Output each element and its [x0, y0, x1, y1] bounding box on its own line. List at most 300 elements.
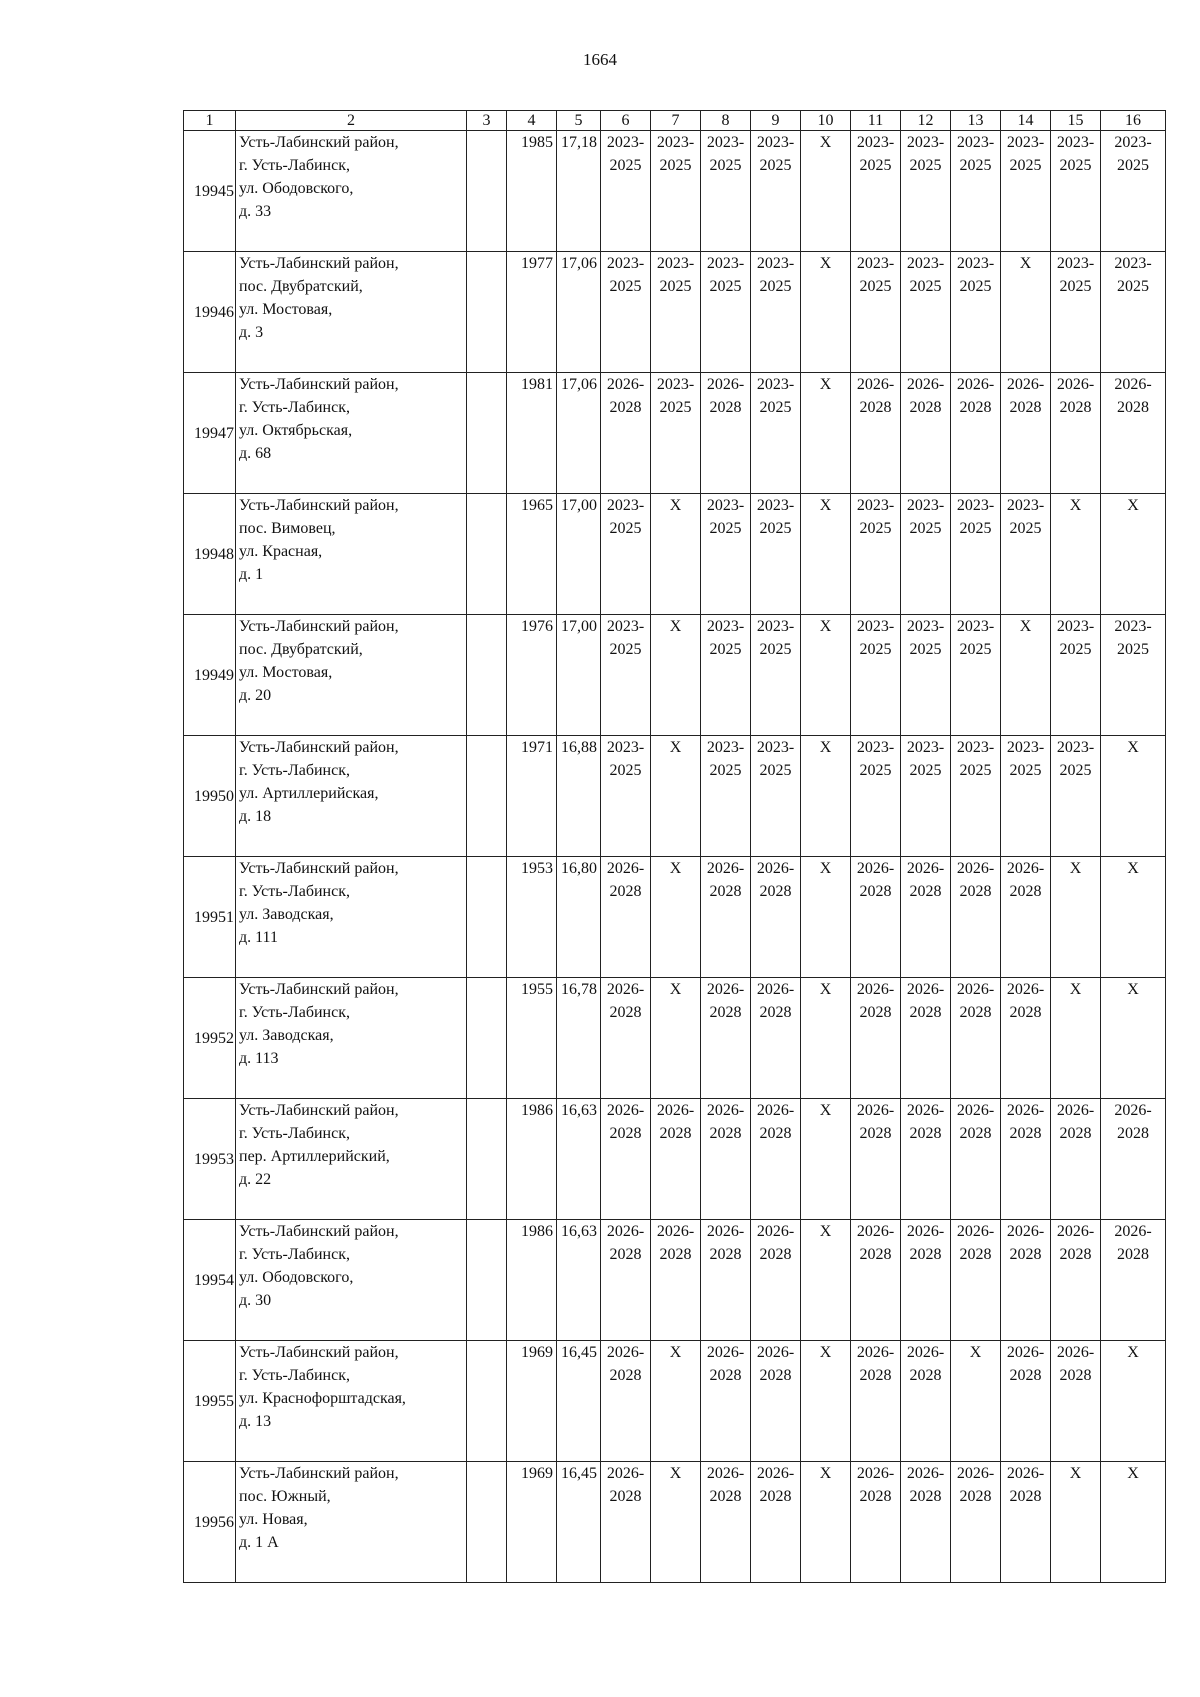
column-number-4: 4 [507, 111, 557, 131]
housing-register-table [183, 110, 1166, 1583]
period-cell [1001, 373, 1051, 494]
column-number-15: 15 [1051, 111, 1101, 131]
column-number-2: 2 [236, 111, 467, 131]
column-3-cell [467, 1099, 507, 1220]
period-part: 2025 [609, 157, 642, 174]
value-cell: 17,06 [557, 373, 601, 494]
period-part: 2028 [909, 399, 942, 416]
period-cell [601, 978, 651, 1099]
year-cell: 1976 [507, 615, 557, 736]
period-cell [851, 1220, 901, 1341]
period-part: 2028 [1059, 1125, 1092, 1142]
period-part: 2028 [1059, 1367, 1092, 1384]
period-part: 2028 [609, 1488, 642, 1505]
period-part: 2025 [959, 278, 992, 295]
period-part: 2028 [709, 1488, 742, 1505]
table-row [184, 1341, 1166, 1462]
value-cell: 17,00 [557, 494, 601, 615]
table-row [184, 615, 1166, 736]
period-part: 2023- [1056, 618, 1095, 635]
address-line: Усть-Лабинский район, [239, 1102, 399, 1119]
period-part: 2028 [609, 883, 642, 900]
period-part: 2026- [956, 376, 995, 393]
address-line: Усть-Лабинский район, [239, 134, 399, 151]
address-line: пер. Артиллерийский, [239, 1148, 390, 1165]
period-part: 2026- [906, 1465, 945, 1482]
period-part: 2028 [1059, 1246, 1092, 1263]
page-number: 1664 [583, 50, 617, 69]
period-part: 2023- [606, 255, 645, 272]
period-part: 2025 [609, 641, 642, 658]
value-cell: 16,63 [557, 1220, 601, 1341]
period-part: 2025 [859, 641, 892, 658]
period-part: 2028 [1059, 399, 1092, 416]
column-3-cell [467, 978, 507, 1099]
address-cell [236, 736, 467, 857]
period-part: 2026- [706, 981, 745, 998]
period-cell [901, 494, 951, 615]
period-part: 2028 [859, 1125, 892, 1142]
period-part: 2026- [706, 860, 745, 877]
column-number-9: 9 [751, 111, 801, 131]
period-part: 2026- [956, 1102, 995, 1119]
period-cell [851, 978, 901, 1099]
period-cell [1001, 857, 1051, 978]
period-part: 2025 [1117, 157, 1149, 174]
period-cell [1001, 978, 1051, 1099]
period-cell [751, 1341, 801, 1462]
column-number-12: 12 [901, 111, 951, 131]
period-cell [901, 1220, 951, 1341]
period-part: 2025 [859, 157, 892, 174]
period-part: 2025 [659, 278, 692, 295]
period-part: 2026- [856, 1102, 895, 1119]
address-line: ул. Октябрьская, [239, 422, 353, 439]
period-cell [601, 736, 651, 857]
period-part: 2025 [859, 278, 892, 295]
period-part: 2023- [706, 618, 745, 635]
address-line: г. Усть-Лабинск, [239, 762, 350, 779]
period-part: 2026- [956, 981, 995, 998]
not-applicable-mark: X [1101, 494, 1166, 615]
value-cell: 17,18 [557, 131, 601, 252]
column-number-3: 3 [467, 111, 507, 131]
not-applicable-mark: X [801, 1220, 851, 1341]
period-part: 2028 [1009, 1004, 1042, 1021]
address-line: д. 13 [239, 1413, 272, 1430]
row-number: 19948 [184, 494, 236, 615]
period-cell [601, 131, 651, 252]
row-number: 19952 [184, 978, 236, 1099]
address-line: д. 18 [239, 808, 272, 825]
period-cell [751, 1220, 801, 1341]
period-cell [951, 615, 1001, 736]
period-part: 2028 [709, 883, 742, 900]
column-number-8: 8 [701, 111, 751, 131]
period-cell [751, 252, 801, 373]
period-part: 2028 [859, 883, 892, 900]
address-line: Усть-Лабинский район, [239, 255, 399, 272]
period-cell [1051, 615, 1101, 736]
period-cell [951, 978, 1001, 1099]
address-line: ул. Ободовского, [239, 1269, 354, 1286]
period-part: 2023- [706, 255, 745, 272]
period-part: 2026- [606, 860, 645, 877]
period-part: 2023- [856, 739, 895, 756]
not-applicable-mark: X [1051, 978, 1101, 1099]
period-cell [601, 857, 651, 978]
not-applicable-mark: X [1101, 736, 1166, 857]
not-applicable-mark: X [801, 494, 851, 615]
column-3-cell [467, 1341, 507, 1462]
period-cell [701, 1220, 751, 1341]
period-cell [901, 1462, 951, 1583]
period-cell [901, 1099, 951, 1220]
column-number-6: 6 [601, 111, 651, 131]
period-part: 2025 [709, 157, 742, 174]
period-part: 2026- [606, 1344, 645, 1361]
period-cell [951, 131, 1001, 252]
period-part: 2025 [759, 278, 792, 295]
address-line: г. Усть-Лабинск, [239, 1125, 350, 1142]
period-cell [751, 1099, 801, 1220]
period-cell [951, 736, 1001, 857]
column-number-16: 16 [1101, 111, 1166, 131]
period-part: 2025 [909, 520, 942, 537]
address-line: Усть-Лабинский район, [239, 376, 399, 393]
address-line: ул. Мостовая, [239, 301, 333, 318]
not-applicable-mark: X [1101, 1341, 1166, 1462]
period-part: 2028 [609, 399, 642, 416]
period-cell [701, 252, 751, 373]
period-part: 2023- [706, 134, 745, 151]
period-cell [751, 615, 801, 736]
value-cell: 16,78 [557, 978, 601, 1099]
period-part: 2023- [756, 739, 795, 756]
table-row [184, 1220, 1166, 1341]
period-part: 2026- [856, 1223, 895, 1240]
period-part: 2023- [906, 739, 945, 756]
period-part: 2026- [956, 1465, 995, 1482]
period-cell [651, 1099, 701, 1220]
table-row [184, 1099, 1166, 1220]
address-line: г. Усть-Лабинск, [239, 883, 350, 900]
period-cell [1051, 1341, 1101, 1462]
not-applicable-mark: X [801, 131, 851, 252]
address-line: г. Усть-Лабинск, [239, 1004, 350, 1021]
period-part: 2023- [706, 739, 745, 756]
period-cell [1001, 1099, 1051, 1220]
period-part: 2023- [906, 618, 945, 635]
period-part: 2025 [959, 520, 992, 537]
period-part: 2025 [1009, 157, 1042, 174]
address-cell [236, 1462, 467, 1583]
period-cell [1101, 131, 1166, 252]
column-number-13: 13 [951, 111, 1001, 131]
period-part: 2025 [709, 520, 742, 537]
period-cell [701, 736, 751, 857]
row-number: 19953 [184, 1099, 236, 1220]
column-3-cell [467, 252, 507, 373]
period-cell [901, 615, 951, 736]
not-applicable-mark: X [801, 373, 851, 494]
period-cell [601, 1462, 651, 1583]
table-row [184, 978, 1166, 1099]
period-cell [1051, 736, 1101, 857]
value-cell: 16,45 [557, 1462, 601, 1583]
address-line: д. 113 [239, 1050, 279, 1067]
period-part: 2023- [1006, 739, 1045, 756]
column-number-5: 5 [557, 111, 601, 131]
period-part: 2028 [909, 1125, 942, 1142]
period-part: 2026- [756, 1344, 795, 1361]
period-cell [751, 978, 801, 1099]
period-part: 2028 [859, 1367, 892, 1384]
row-number: 19951 [184, 857, 236, 978]
period-cell [1001, 131, 1051, 252]
address-line: г. Усть-Лабинск, [239, 1367, 350, 1384]
period-part: 2028 [909, 1004, 942, 1021]
period-cell [1001, 736, 1051, 857]
address-cell [236, 252, 467, 373]
period-part: 2023- [1114, 134, 1152, 151]
period-part: 2028 [709, 399, 742, 416]
period-part: 2028 [759, 1246, 792, 1263]
period-cell [951, 857, 1001, 978]
period-part: 2026- [1056, 376, 1095, 393]
row-number: 19945 [184, 131, 236, 252]
address-line: Усть-Лабинский район, [239, 1465, 399, 1482]
period-part: 2028 [909, 1367, 942, 1384]
period-part: 2026- [606, 1223, 645, 1240]
address-line: д. 1 А [239, 1534, 279, 1551]
period-cell [1101, 1220, 1166, 1341]
year-cell: 1971 [507, 736, 557, 857]
not-applicable-mark: X [651, 857, 701, 978]
period-part: 2025 [759, 520, 792, 537]
period-part: 2026- [856, 981, 895, 998]
period-part: 2025 [1117, 278, 1149, 295]
column-number-10: 10 [801, 111, 851, 131]
period-part: 2025 [709, 762, 742, 779]
not-applicable-mark: X [1001, 252, 1051, 373]
period-part: 2023- [656, 376, 695, 393]
period-part: 2025 [759, 641, 792, 658]
not-applicable-mark: X [1051, 857, 1101, 978]
year-cell: 1986 [507, 1099, 557, 1220]
period-cell [901, 1341, 951, 1462]
not-applicable-mark: X [801, 1099, 851, 1220]
period-cell [751, 131, 801, 252]
address-line: пос. Двубратский, [239, 641, 363, 658]
address-line: д. 33 [239, 203, 272, 220]
period-part: 2023- [1114, 255, 1152, 272]
period-part: 2026- [1056, 1223, 1095, 1240]
period-part: 2023- [956, 134, 995, 151]
period-part: 2025 [609, 520, 642, 537]
address-cell [236, 615, 467, 736]
period-part: 2025 [959, 641, 992, 658]
period-part: 2026- [1006, 1102, 1045, 1119]
period-part: 2025 [759, 762, 792, 779]
address-line: д. 22 [239, 1171, 272, 1188]
period-part: 2026- [1056, 1344, 1095, 1361]
year-cell: 1965 [507, 494, 557, 615]
not-applicable-mark: X [651, 736, 701, 857]
address-cell [236, 131, 467, 252]
not-applicable-mark: X [801, 1462, 851, 1583]
not-applicable-mark: X [1101, 978, 1166, 1099]
period-cell [1001, 1220, 1051, 1341]
period-part: 2025 [1059, 157, 1092, 174]
period-part: 2025 [909, 157, 942, 174]
column-number-14: 14 [1001, 111, 1051, 131]
address-cell [236, 1099, 467, 1220]
period-part: 2026- [1114, 1223, 1152, 1240]
address-line: Усть-Лабинский район, [239, 1223, 399, 1240]
period-part: 2028 [609, 1125, 642, 1142]
period-cell [951, 1220, 1001, 1341]
period-part: 2023- [756, 376, 795, 393]
period-cell [601, 494, 651, 615]
period-cell [851, 252, 901, 373]
period-part: 2025 [859, 762, 892, 779]
period-part: 2028 [759, 1004, 792, 1021]
not-applicable-mark: X [651, 1462, 701, 1583]
period-cell [651, 373, 701, 494]
period-cell [1051, 1220, 1101, 1341]
period-part: 2026- [1006, 1223, 1045, 1240]
row-number: 19950 [184, 736, 236, 857]
period-part: 2025 [609, 278, 642, 295]
not-applicable-mark: X [801, 615, 851, 736]
table-row [184, 494, 1166, 615]
period-part: 2028 [959, 1004, 992, 1021]
not-applicable-mark: X [951, 1341, 1001, 1462]
period-part: 2028 [659, 1125, 692, 1142]
value-cell: 17,06 [557, 252, 601, 373]
period-cell [851, 1099, 901, 1220]
address-line: ул. Ободовского, [239, 180, 354, 197]
period-part: 2028 [959, 399, 992, 416]
year-cell: 1981 [507, 373, 557, 494]
row-number: 19954 [184, 1220, 236, 1341]
period-part: 2026- [706, 1102, 745, 1119]
period-part: 2026- [756, 1465, 795, 1482]
table-body [184, 131, 1166, 1583]
address-line: г. Усть-Лабинск, [239, 157, 350, 174]
period-part: 2026- [906, 1344, 945, 1361]
period-part: 2028 [1009, 883, 1042, 900]
period-part: 2023- [656, 134, 695, 151]
period-part: 2023- [956, 618, 995, 635]
period-part: 2026- [706, 1223, 745, 1240]
address-cell [236, 1220, 467, 1341]
period-cell [601, 373, 651, 494]
period-cell [651, 252, 701, 373]
address-line: ул. Заводская, [239, 906, 334, 923]
period-part: 2026- [856, 860, 895, 877]
period-part: 2025 [959, 762, 992, 779]
period-part: 2026- [906, 376, 945, 393]
period-part: 2025 [1009, 762, 1042, 779]
period-part: 2026- [756, 1223, 795, 1240]
period-part: 2025 [759, 399, 792, 416]
period-cell [901, 373, 951, 494]
period-part: 2025 [659, 399, 692, 416]
address-cell [236, 494, 467, 615]
period-part: 2028 [1117, 399, 1149, 416]
period-part: 2025 [759, 157, 792, 174]
period-cell [1051, 252, 1101, 373]
period-part: 2023- [606, 739, 645, 756]
period-part: 2025 [1059, 641, 1092, 658]
period-cell [701, 373, 751, 494]
period-cell [1001, 1462, 1051, 1583]
value-cell: 16,80 [557, 857, 601, 978]
address-line: ул. Новая, [239, 1511, 308, 1528]
period-cell [951, 252, 1001, 373]
period-part: 2023- [906, 497, 945, 514]
period-cell [651, 1220, 701, 1341]
period-part: 2023- [756, 134, 795, 151]
address-line: д. 1 [239, 566, 264, 583]
period-part: 2028 [659, 1246, 692, 1263]
period-part: 2028 [759, 1125, 792, 1142]
period-cell [851, 131, 901, 252]
period-cell [951, 373, 1001, 494]
period-part: 2028 [859, 1246, 892, 1263]
period-part: 2026- [606, 1465, 645, 1482]
period-part: 2028 [959, 1246, 992, 1263]
period-part: 2026- [1114, 376, 1152, 393]
not-applicable-mark: X [801, 1341, 851, 1462]
table-row [184, 252, 1166, 373]
address-line: Усть-Лабинский район, [239, 618, 399, 635]
period-cell [601, 615, 651, 736]
year-cell: 1977 [507, 252, 557, 373]
period-cell [1101, 252, 1166, 373]
year-cell: 1969 [507, 1462, 557, 1583]
year-cell: 1985 [507, 131, 557, 252]
period-cell [851, 373, 901, 494]
year-cell: 1986 [507, 1220, 557, 1341]
period-part: 2023- [956, 255, 995, 272]
period-part: 2023- [756, 497, 795, 514]
period-part: 2026- [1114, 1102, 1152, 1119]
period-part: 2025 [1059, 278, 1092, 295]
not-applicable-mark: X [1051, 494, 1101, 615]
period-part: 2025 [909, 641, 942, 658]
not-applicable-mark: X [801, 736, 851, 857]
row-number: 19946 [184, 252, 236, 373]
period-part: 2026- [1006, 1465, 1045, 1482]
period-cell [701, 857, 751, 978]
period-part: 2025 [709, 641, 742, 658]
period-part: 2023- [656, 255, 695, 272]
address-line: пос. Вимовец, [239, 520, 336, 537]
period-part: 2026- [656, 1223, 695, 1240]
not-applicable-mark: X [801, 252, 851, 373]
period-cell [701, 1099, 751, 1220]
not-applicable-mark: X [1101, 1462, 1166, 1583]
period-part: 2023- [856, 497, 895, 514]
address-line: д. 30 [239, 1292, 272, 1309]
period-cell [851, 1462, 901, 1583]
period-cell [901, 978, 951, 1099]
period-cell [1101, 615, 1166, 736]
period-part: 2023- [906, 134, 945, 151]
